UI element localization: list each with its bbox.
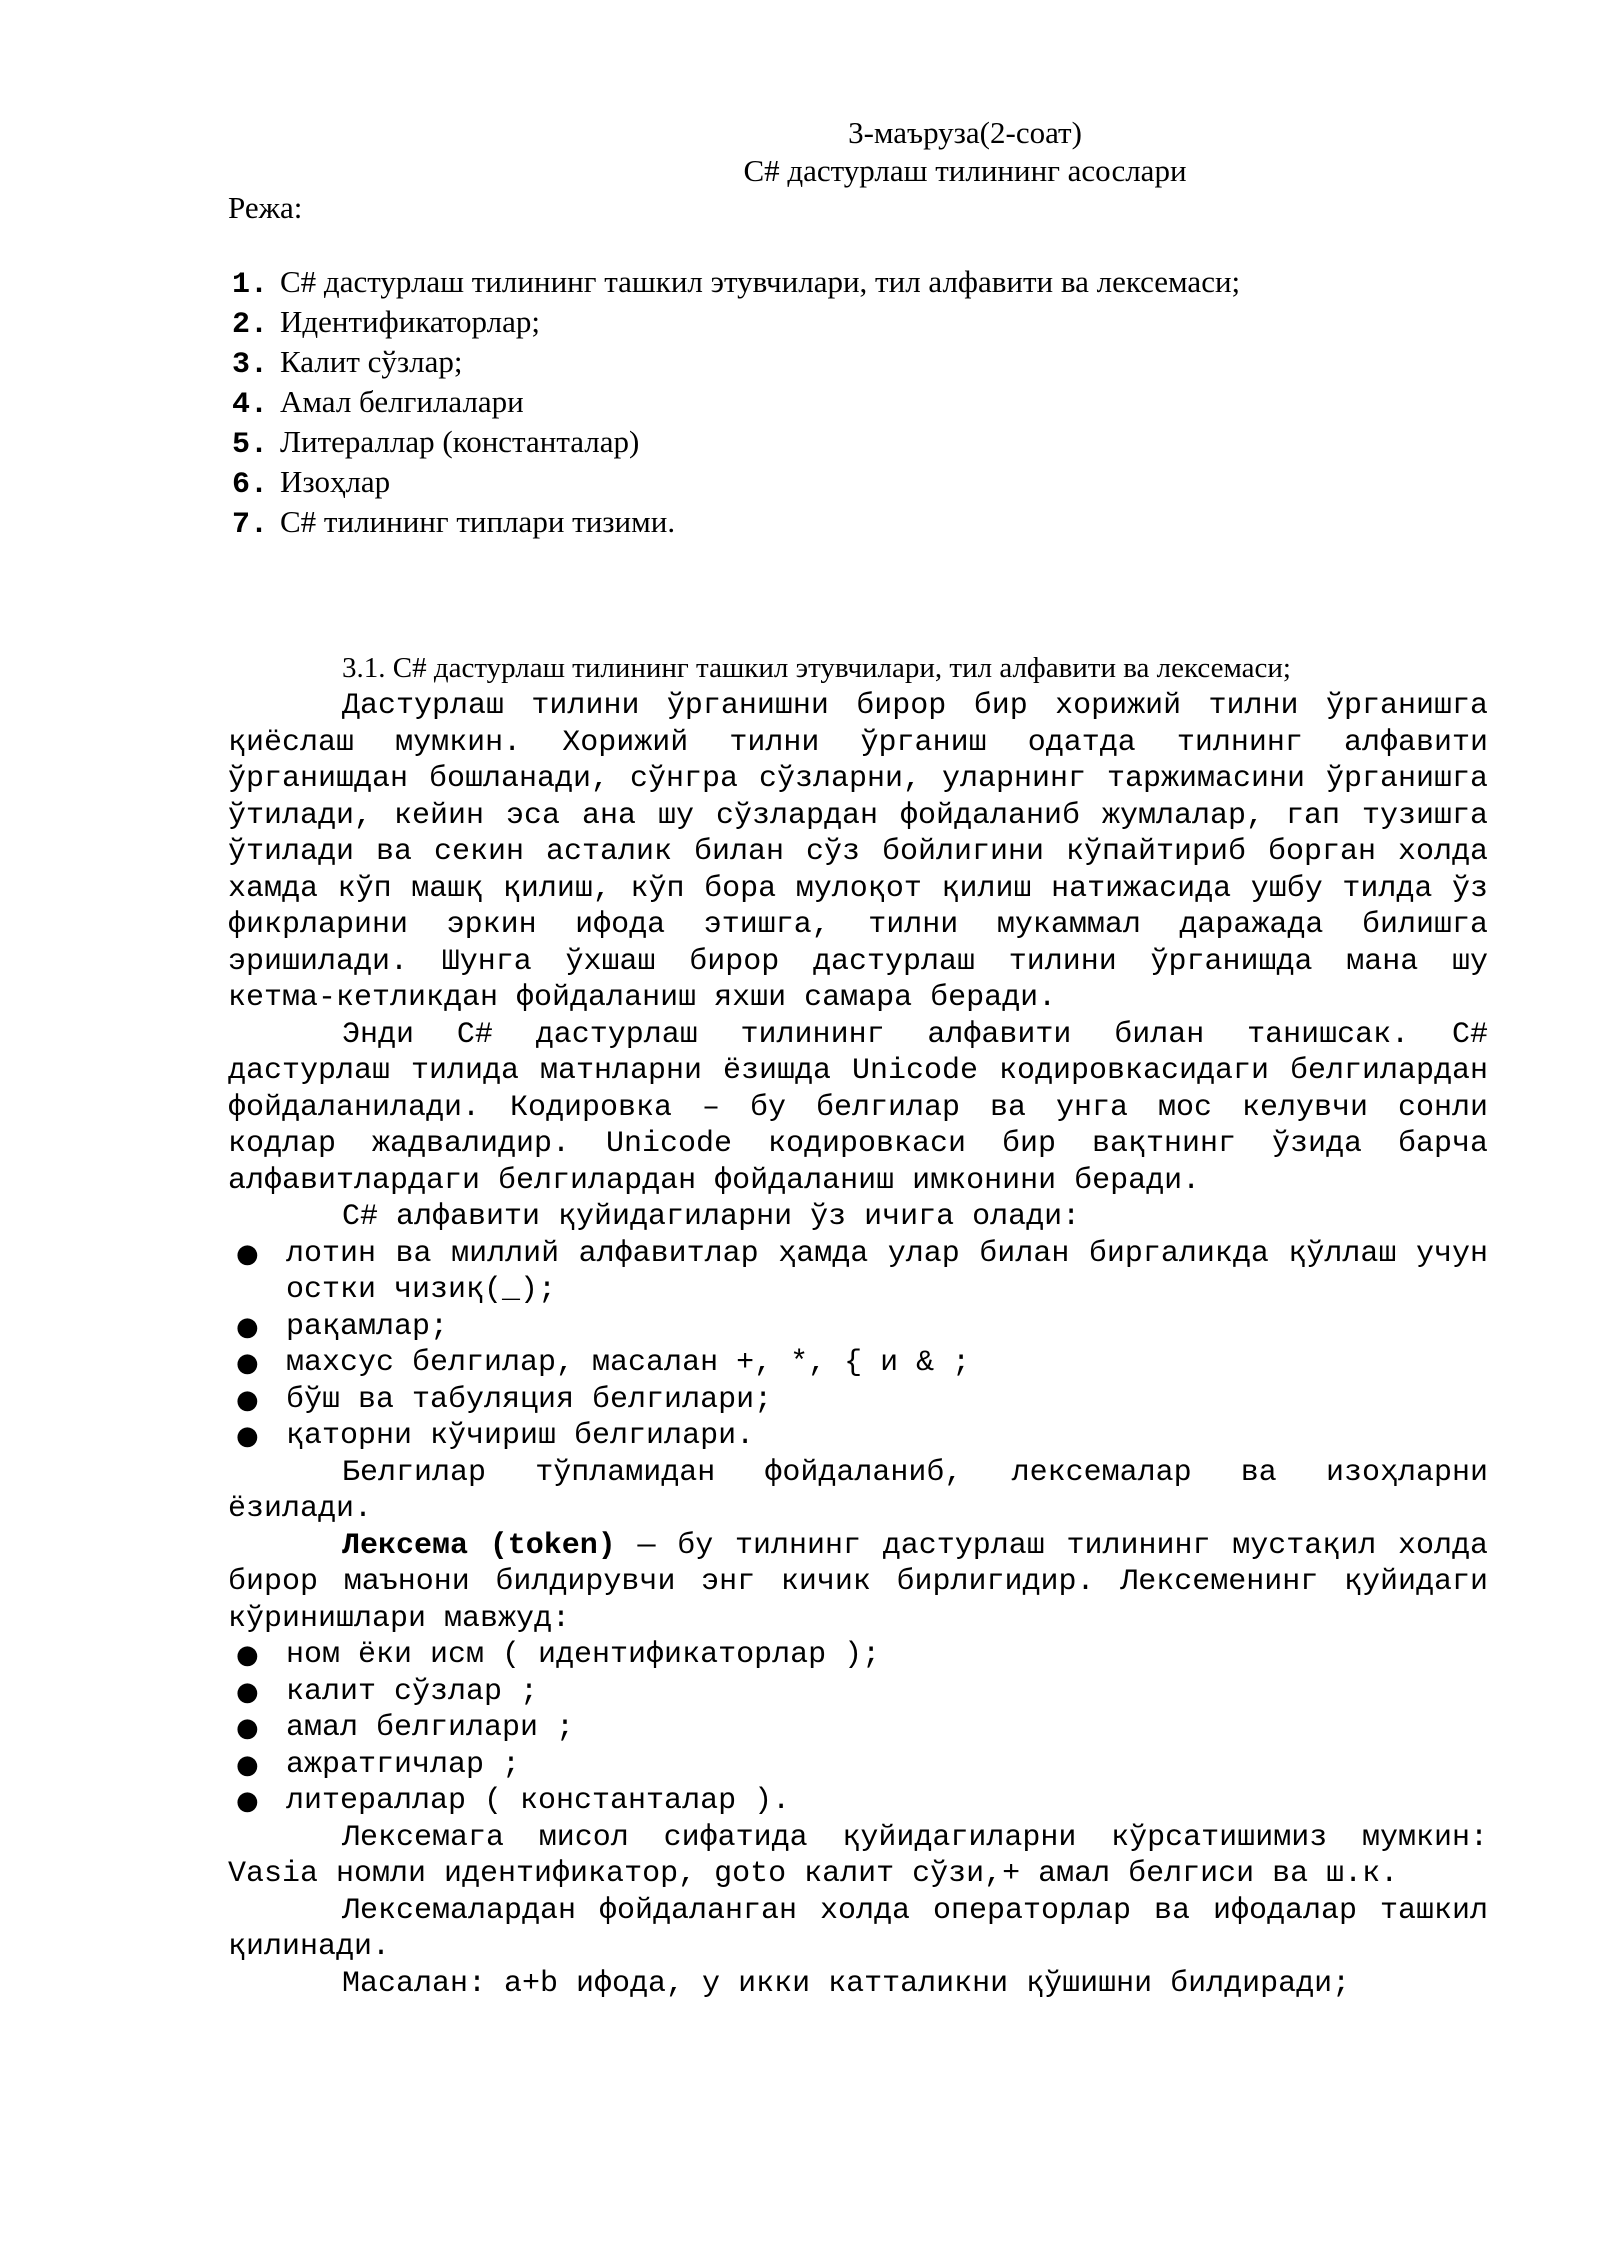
list-item	[228, 1236, 1488, 1309]
lexeme-definition: — бу тилнинг дастурлаш тилининг мустақил холда бирор маънони билдирувчи энг кичик бирлигидир. Лексеменинг қуйидаги кўринишлари мавжуд:	[228, 1528, 1489, 1636]
bullet-icon: ●	[236, 1676, 259, 1707]
plan-item-number: 7.	[232, 508, 269, 542]
list-item-text: литераллар ( константалар ).	[286, 1784, 791, 1818]
bullet-icon: ●	[236, 1311, 259, 1342]
list-item	[228, 1382, 1488, 1419]
plan-item-text: C# тилининг типлари тизими.	[280, 504, 676, 539]
lecture-topic: C# дастурлаш тилининг асослари	[743, 153, 1187, 188]
bullet-icon: ●	[236, 1749, 259, 1780]
list-item-text: ажратгичлар ;	[286, 1747, 521, 1782]
section-body	[228, 688, 1488, 2002]
plan-item-text: Калит сўзлар;	[280, 344, 463, 379]
list-item	[228, 1345, 1488, 1382]
list-item-text: рақамлар;	[286, 1309, 449, 1344]
plan-item-text: Амал белгилалари	[280, 384, 524, 419]
paragraph-example: Масалан: a+b ифода, у икки катталикни қўшишни билдиради;	[342, 1966, 1351, 2001]
list-item-text: калит сўзлар ;	[286, 1674, 539, 1709]
plan-label: Режа:	[228, 190, 303, 225]
list-item	[228, 1309, 1488, 1346]
plan-item-number: 1.	[232, 268, 269, 302]
list-item	[228, 1637, 1488, 1674]
list-item-text: махсус белгилар, масалан +, *, { и & ;	[286, 1346, 971, 1380]
paragraph-intro: Дастурлаш тилини ўрганишни бирор бир хорижий тилни ўрганишга қиёслаш мумкин. Хорижий тилни ўрганиш одатда тилнинг алфавити ўрганишдан бошланади, сўнгра сўзларни, уларнинг таржимасини ўрганишга ўтилади, кейин эса ана шу сўзлардан фойдаланиб жумлалар, гап тузишга ўтилади ва секин асталик билан сўз бойлигини кўпайтириб борган холда хамда кўп машқ қилиш, кўп бора мулоқот қилиш натижасида ушбу тилда ўз фикрларини эркин ифода этишга, тилни мукаммал даражада билишга эришилади. Шунга ўхшаш бирор дастурлаш тилини ўрганишда мана шу кетма-кетликдан фойдаланиш яхши самара беради.	[228, 689, 1488, 1015]
plan-item	[232, 502, 1240, 542]
plan-item	[232, 462, 1240, 502]
plan-item	[232, 302, 1240, 342]
bullet-icon: ●	[236, 1640, 259, 1670]
bullet-icon: ●	[236, 1713, 259, 1743]
plan-item	[232, 382, 1240, 422]
bullet-icon: ●	[236, 1384, 259, 1415]
alphabet-list	[228, 1236, 1488, 1455]
plan-item-text: Идентификаторлар;	[280, 304, 540, 339]
list-item	[228, 1783, 1488, 1820]
plan-item-number: 4.	[232, 388, 269, 422]
lecture-number: 3-маъруза(2-соат)	[848, 115, 1082, 150]
paragraph-symbols: Белгилар тўпламидан фойдаланиб, лексемалар ва изоҳларни ёзилади.	[228, 1455, 1488, 1526]
paragraph-lexeme	[228, 1528, 1488, 1638]
plan-item-text: C# дастурлаш тилининг ташкил этувчилари, тил алфавити ва лексемаси;	[280, 264, 1241, 299]
bullet-icon: ●	[236, 1786, 259, 1816]
paragraph-operators: Лексемалардан фойдаланган холда операторлар ва ифодалар ташкил қилинади.	[228, 1893, 1488, 1964]
plan-list	[232, 262, 1240, 542]
lexeme-term: Лексема (token)	[342, 1528, 616, 1563]
list-item-text: амал белгилари ;	[286, 1711, 575, 1745]
list-item-text: бўш ва табуляция белгилари;	[286, 1382, 773, 1417]
bullet-icon: ●	[236, 1421, 259, 1451]
section-title: 3.1. C# дастурлаш тилининг ташкил этувчилари, тил алфавити ва лексемаси;	[342, 652, 1291, 684]
plan-item	[232, 422, 1240, 462]
paragraph-alphabet: Энди C# дастурлаш тилининг алфавити билан танишсак. C# дастурлаш тилида матнларни ёзишда Unicode кодировкасидаги белгилардан фойдаланилади. Кодировка – бу белгилар ва унга мос келувчи сонли кодлар жадвалидир. Unicode кодировкаси бир вақтнинг ўзида барча алфавитлардаги белгилардан фойдаланиш имконини беради.	[228, 1017, 1488, 1198]
paragraph-alphabet-contents: C# алфавити қуйидагиларни ўз ичига олади:	[342, 1200, 1081, 1234]
list-item-text: ном ёки исм ( идентификаторлар );	[286, 1638, 881, 1672]
lexeme-list	[228, 1637, 1488, 1820]
plan-item-text: Литераллар (константалар)	[280, 424, 640, 459]
plan-item-number: 5.	[232, 428, 269, 462]
plan-item-number: 3.	[232, 348, 269, 382]
plan-item-number: 6.	[232, 468, 269, 502]
plan-item	[232, 342, 1240, 382]
list-item	[228, 1418, 1488, 1455]
plan-item-text: Изоҳлар	[280, 464, 391, 499]
plan-item	[232, 262, 1240, 302]
list-item	[228, 1747, 1488, 1784]
list-item-text: лотин ва миллий алфавитлар ҳамда улар билан биргаликда қўллаш учун остки чизиқ(_);	[286, 1236, 1488, 1307]
list-item	[228, 1674, 1488, 1711]
bullet-icon: ●	[236, 1348, 259, 1378]
paragraph-lexeme-example: Лексемага мисол сифатида қуйидагиларни кўрсатишимиз мумкин: Vasia номли идентификатор, goto калит сўзи,+ амал белгиси ва ш.к.	[228, 1820, 1488, 1891]
list-item-text: қаторни кўчириш белгилари.	[286, 1419, 755, 1453]
bullet-icon: ●	[236, 1238, 259, 1269]
list-item	[228, 1710, 1488, 1747]
plan-item-number: 2.	[232, 308, 269, 342]
